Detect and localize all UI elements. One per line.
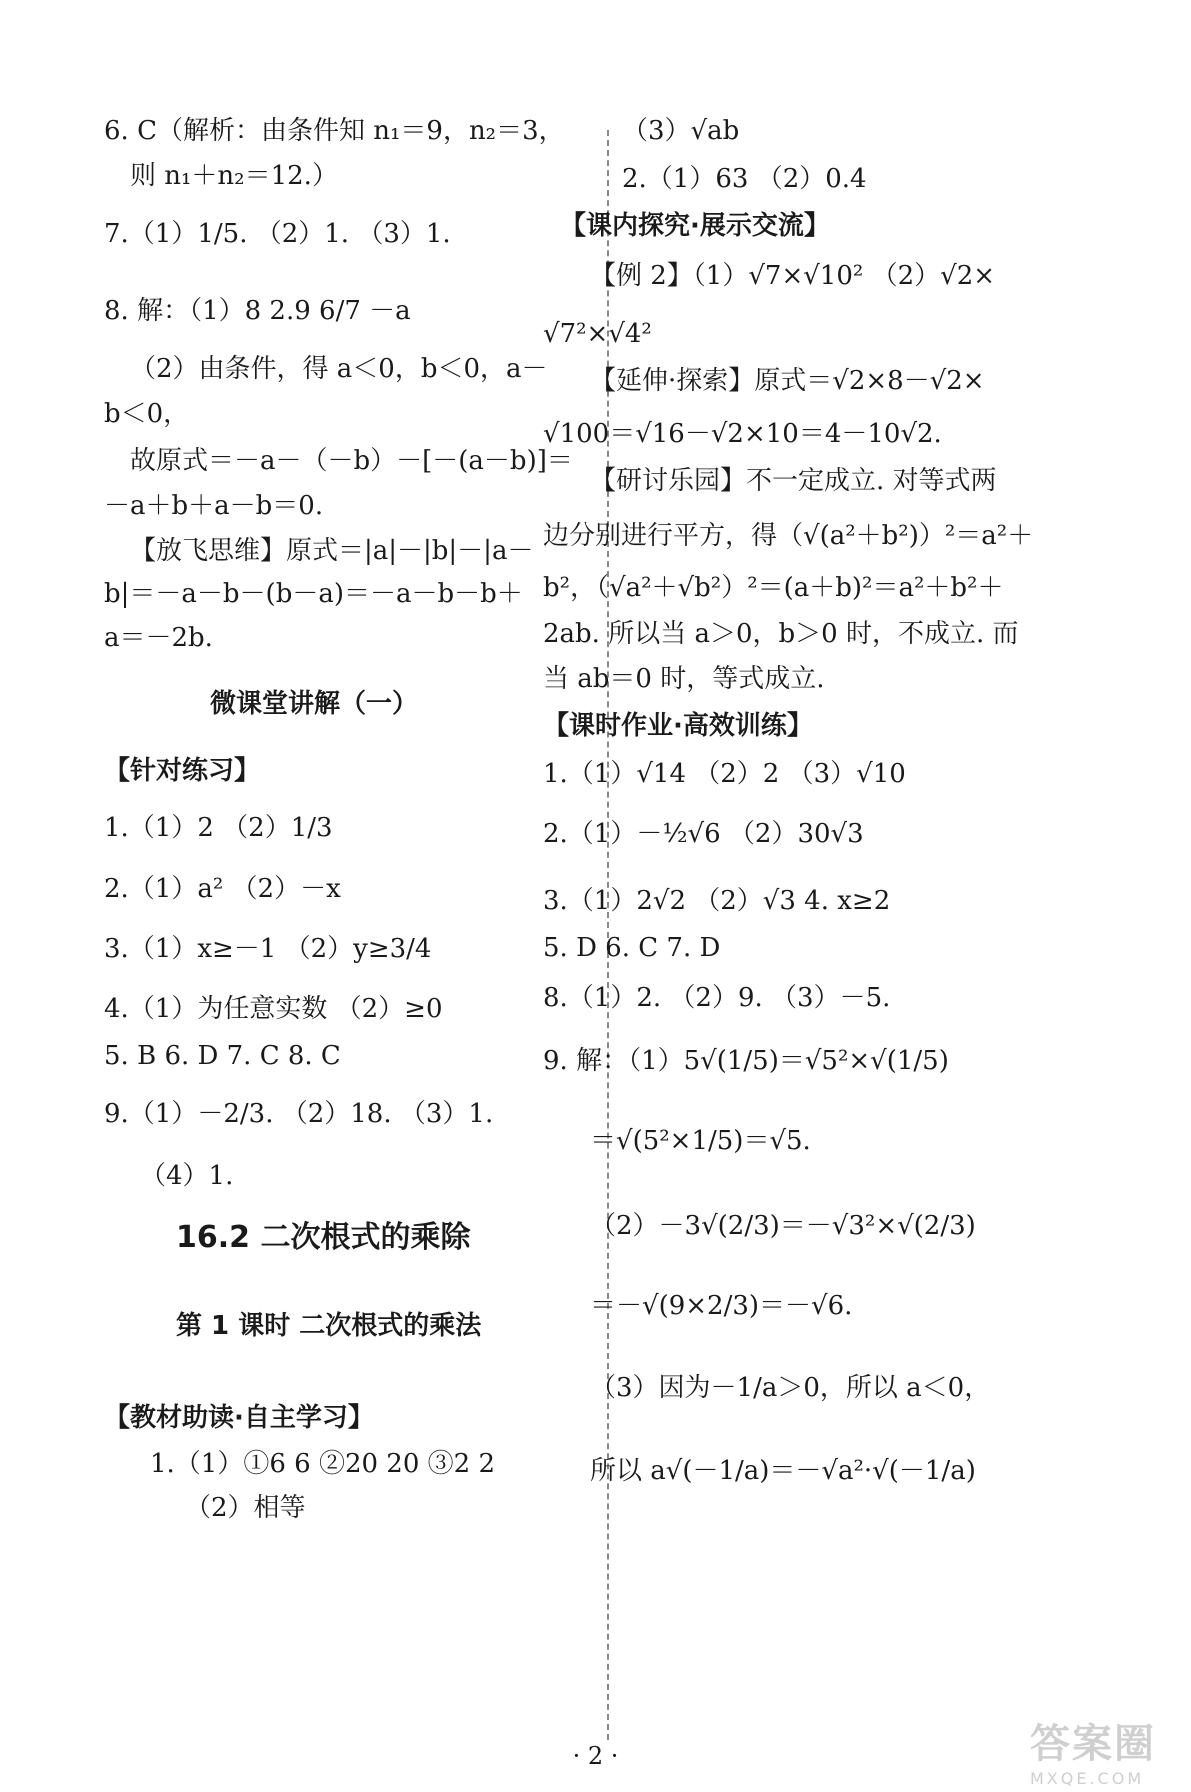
left-line-20: （4）1. [140, 1161, 234, 1191]
left-line-11: a＝－2b. [104, 623, 213, 653]
left-line-14: 1.（1）2 （2）1/3 [104, 813, 333, 843]
left-line-9: 【放飞思维】原式＝|a|－|b|－|a－ [130, 536, 534, 566]
right-line-21: （2）－3√(2/3)＝－√3²×√(2/3) [590, 1211, 976, 1241]
right-line-10: b²，（√a²＋√b²）²＝(a＋b)²＝a²＋b²＋ [543, 573, 1004, 603]
right-line-15: 2.（1）－½√6 （2）30√3 [543, 819, 864, 849]
right-line-2: 2.（1）63 （2）0.4 [622, 164, 867, 194]
left-line-10: b|＝－a－b－(b－a)＝－a－b－b＋ [104, 579, 523, 609]
right-line-16: 3.（1）2√2 （2）√3 4. x≥2 [543, 886, 891, 916]
right-line-20: ＝√(5²×1/5)＝√5. [590, 1126, 811, 1156]
heading-in-class-inquiry: 【课内探究·展示交流】 [560, 211, 830, 241]
right-line-9: 边分别进行平方，得（√(a²＋b²)）²＝a²＋ [543, 521, 1034, 551]
right-line-19: 9. 解：（1）5√(1/5)＝√5²×√(1/5) [543, 1046, 949, 1076]
left-line-3: 7.（1）1/5. （2）1. （3）1. [104, 219, 451, 249]
heading-textbook-reading: 【教材助读·自主学习】 [104, 1403, 374, 1433]
watermark-url: MXQE.COM [1030, 1769, 1145, 1788]
left-line-17: 4.（1）为任意实数 （2）≥0 [104, 994, 443, 1024]
right-line-14: 1.（1）√14 （2）2 （3）√10 [543, 759, 906, 789]
section-title-micro-lesson: 微课堂讲解（一） [210, 689, 419, 719]
right-line-7: √100＝√16－√2×10＝4－10√2. [543, 419, 942, 449]
right-line-1: （3）√ab [622, 116, 740, 146]
left-line-8: －a＋b＋a－b＝0. [104, 491, 324, 521]
chapter-title: 16.2 二次根式的乘除 [176, 1220, 471, 1255]
heading-targeted-practice: 【针对练习】 [104, 756, 261, 786]
right-line-22: ＝－√(9×2/3)＝－√6. [590, 1291, 853, 1321]
left-line-19: 9.（1）－2/3. （2）18. （3）1. [104, 1099, 494, 1129]
right-line-23: （3）因为－1/a＞0，所以 a＜0， [590, 1373, 991, 1403]
right-line-24: 所以 a√(－1/a)＝－√a²·√(－1/a) [590, 1456, 976, 1486]
watermark-logo-text: 答案圈 [1030, 1721, 1156, 1767]
right-line-6: 【延伸·探索】原式＝√2×8－√2× [590, 366, 985, 396]
heading-homework: 【课时作业·高效训练】 [543, 711, 813, 741]
left-line-18: 5. B 6. D 7. C 8. C [104, 1041, 341, 1071]
left-line-16: 3.（1）x≥－1 （2）y≥3/4 [104, 934, 432, 964]
page-number: · 2 · [572, 1742, 619, 1770]
left-line-5: （2）由条件，得 a＜0，b＜0，a－ [130, 354, 548, 384]
lesson-title: 第 1 课时 二次根式的乘法 [176, 1311, 482, 1341]
left-line-25: （2）相等 [185, 1493, 306, 1523]
left-line-2: 则 n₁＋n₂＝12.） [130, 161, 338, 191]
right-line-4: 【例 2】（1）√7×√10² （2）√2× [590, 261, 996, 291]
right-line-18: 8.（1）2. （2）9. （3）－5. [543, 983, 891, 1013]
right-line-11: 2ab. 所以当 a＞0，b＞0 时，不成立. 而 [543, 619, 1019, 649]
left-line-7: 故原式＝－a－（－b）－[－(a－b)]＝ [130, 446, 573, 476]
watermark [1030, 1712, 1180, 1786]
right-line-12: 当 ab＝0 时，等式成立. [543, 664, 825, 694]
right-line-5: √7²×√4² [543, 319, 652, 349]
left-line-15: 2.（1）a² （2）－x [104, 874, 341, 904]
left-line-1: 6. C（解析：由条件知 n₁＝9，n₂＝3， [104, 116, 565, 146]
right-line-8: 【研讨乐园】不一定成立. 对等式两 [590, 466, 997, 496]
left-line-24: 1.（1）①6 6 ②20 20 ③2 2 [150, 1449, 496, 1479]
left-line-6: b＜0， [104, 399, 190, 429]
left-line-4: 8. 解：（1）8 2.9 6/7 －a [104, 296, 411, 326]
right-line-17: 5. D 6. C 7. D [543, 933, 721, 963]
